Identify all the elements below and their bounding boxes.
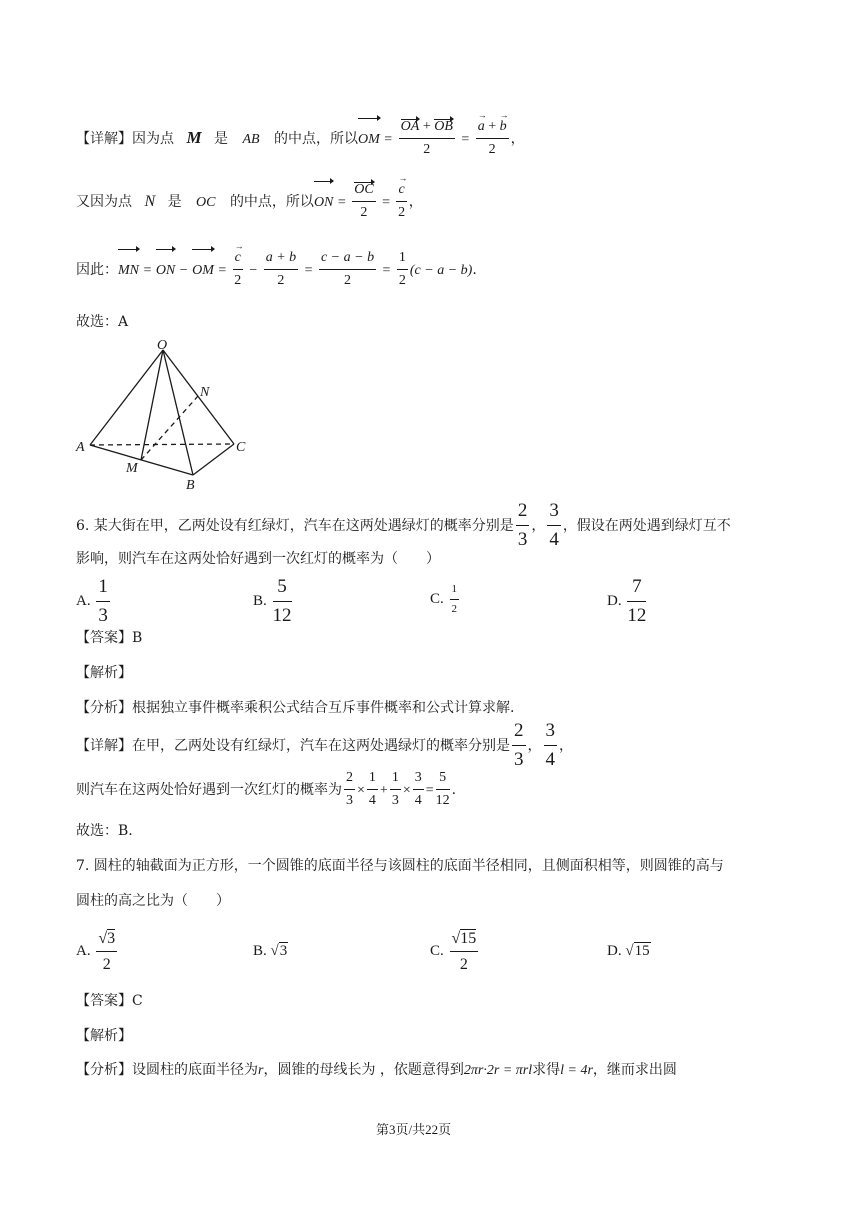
numerator: 3 (547, 500, 561, 526)
q7-stem-line-1: 7. 圆柱的轴截面为正方形，一个圆锥的底面半径与该圆柱的底面半径相同，且侧面积相等，则圆锥的高与 (76, 858, 724, 874)
times: × (357, 783, 365, 798)
radicand: 15 (634, 943, 650, 959)
numerator: 5 (436, 770, 450, 790)
vector-ON: ON (314, 181, 333, 225)
fraction-2-3 (512, 720, 526, 772)
text: 是 (167, 194, 182, 210)
punct: . (472, 262, 477, 278)
vector-OM: OM (192, 249, 214, 293)
denominator: 3 (346, 793, 353, 808)
vector-a: a → (478, 119, 485, 136)
denominator: 4 (549, 528, 559, 550)
option-sqrt (625, 926, 650, 976)
text: ，圆锥的母线长为 ，依题意得到 (263, 1062, 464, 1078)
text: ，继而求出圆 (592, 1062, 677, 1078)
equals: = (461, 132, 470, 147)
plus: + (422, 119, 431, 135)
segment-MN-hidden (141, 396, 198, 460)
plus: + (488, 119, 497, 135)
text: 的中点，所以 (274, 131, 359, 147)
option-label: A. (76, 593, 91, 610)
punct: ， (531, 517, 546, 534)
vector-OM: OM (358, 118, 380, 162)
fraction-a-b (476, 119, 509, 159)
numerator: a + b (264, 250, 298, 270)
option-label: B. (253, 593, 267, 610)
numerator: 2 (516, 500, 530, 526)
option-fraction (450, 583, 460, 615)
text: 【分析】设圆柱的底面半径为 (76, 1062, 258, 1078)
q6-option-D[interactable] (607, 576, 648, 626)
detail-line-1 (76, 116, 525, 160)
text: 因此： (76, 262, 118, 278)
q6-stem-line-1 (76, 500, 731, 550)
equals: = (304, 263, 313, 278)
vector-MN: MN (118, 249, 139, 293)
text: 则汽车在这两处恰好遇到一次红灯的概率为 (76, 782, 342, 798)
frac (390, 770, 401, 810)
fraction-oc (352, 182, 375, 222)
fraction-3-4 (544, 720, 558, 772)
q6-option-A[interactable] (76, 576, 112, 626)
text: 6. 某大街在甲，乙两处设有红绿灯，汽车在这两处遇绿灯的概率分别是 (76, 517, 514, 534)
denominator: 2 (398, 205, 406, 220)
page-footer: 第3页/共22页 (376, 1122, 452, 1137)
equals: = (218, 263, 227, 278)
numerator: 1 (96, 576, 110, 602)
numerator: 1 (367, 770, 378, 790)
vector-OA: OA (400, 119, 420, 135)
option-fraction (96, 576, 110, 628)
edge-OB (163, 350, 193, 475)
sqrt-icon: √ (270, 943, 279, 959)
var-r: r (258, 1063, 264, 1078)
frac (344, 770, 355, 810)
minus: − (179, 263, 188, 278)
numerator: 7 (627, 576, 646, 602)
denominator: 2 (398, 273, 406, 288)
numerator: c − a − b (319, 250, 376, 270)
segment-AB: AB (242, 132, 260, 147)
denominator: 2 (102, 955, 111, 973)
numerator: 3 (413, 770, 424, 790)
segment-OM (141, 350, 163, 460)
punct: ， (408, 194, 423, 210)
equals: = (384, 132, 393, 147)
denominator: 12 (627, 604, 647, 626)
q6-answer: 【答案】B (76, 630, 143, 646)
q6-calc (76, 768, 456, 812)
label-O: O (157, 338, 168, 353)
fraction-oa-ob (399, 119, 455, 159)
option-fraction (96, 929, 117, 973)
fraction-3-4 (547, 500, 561, 552)
vector-OC: OC (354, 182, 374, 198)
punct: ， (510, 131, 525, 147)
edge-AC-hidden (90, 444, 234, 445)
option-label: C. (430, 943, 444, 959)
detail-tag: 【详解】 (76, 737, 132, 754)
equals: = (382, 195, 391, 210)
sqrt-icon: √ (98, 930, 108, 948)
punct: ， (527, 737, 542, 754)
radicand: 3 (107, 930, 116, 948)
option-label: A. (76, 943, 91, 959)
fraction-ab-half (264, 250, 298, 290)
numerator: 2 (512, 720, 526, 746)
q7-answer: 【答案】C (76, 993, 143, 1009)
q6-option-C[interactable] (430, 576, 461, 622)
q7-option-C[interactable] (430, 926, 480, 976)
punct: ， (559, 737, 573, 754)
q7-option-D[interactable] (607, 926, 651, 976)
text: 又因为点 (76, 194, 132, 210)
denominator: 4 (545, 748, 555, 770)
q6-stem-line-2: 影响，则汽车在这两处恰好遇到一次红灯的概率为（ ） (76, 551, 440, 567)
option-label: B. (253, 943, 267, 959)
denominator: 2 (234, 273, 242, 288)
option-label: D. (607, 593, 622, 610)
point-N: N (144, 193, 156, 210)
frac (436, 770, 450, 810)
text: 在甲，乙两处设有红绿灯，汽车在这两处遇绿灯的概率分别是 (132, 737, 510, 754)
denominator: 3 (514, 748, 524, 770)
fraction-c (396, 182, 406, 222)
q6-fenxi: 【分析】根据独立事件概率乘积公式结合互斥事件概率和公式计算求解. (76, 700, 515, 716)
denominator: 2 (488, 142, 496, 157)
option-label: D. (607, 943, 622, 959)
frac (413, 770, 424, 810)
q6-detail (76, 720, 573, 770)
frac (367, 770, 378, 810)
denominator: 2 (423, 142, 431, 157)
q6-option-B[interactable] (253, 576, 294, 626)
vector-ON: ON (156, 249, 175, 293)
vector-b: b → (500, 119, 507, 136)
q7-stem-line-2: 圆柱的高之比为（ ） (76, 893, 230, 909)
equals: = (425, 783, 434, 798)
fraction-2-3 (516, 500, 530, 552)
fraction-cab-half (319, 250, 376, 290)
q7-jiexi: 【解析】 (76, 1028, 132, 1044)
pyramid-figure (70, 336, 260, 494)
denominator: 3 (517, 528, 528, 550)
text: 是 (214, 131, 229, 147)
vector-c: c → (398, 182, 404, 199)
plus: + (379, 783, 388, 798)
numerator: 5 (273, 576, 292, 602)
vector-OB: OB (434, 119, 453, 135)
denominator: 2 (451, 602, 458, 615)
numerator: 1 (390, 770, 401, 790)
text: 求得 (532, 1062, 561, 1078)
equals: = (382, 263, 391, 278)
minus: − (249, 263, 258, 278)
label-A: A (76, 440, 85, 455)
denominator: 4 (368, 793, 376, 808)
q7-option-B[interactable] (253, 926, 288, 976)
option-fraction (450, 929, 479, 973)
denominator: 12 (272, 604, 292, 626)
vector-c: c → (235, 250, 241, 267)
equation: 2πr·2r = πrl (463, 1063, 533, 1078)
choose-line: 故选：A (76, 314, 129, 330)
numerator: 1 (450, 583, 460, 599)
option-fraction (627, 576, 646, 628)
q6-jiexi: 【解析】 (76, 665, 132, 681)
q7-fenxi (76, 1059, 677, 1079)
point-M: M (186, 128, 202, 147)
punct: . (451, 782, 457, 798)
detail-line-3 (76, 248, 477, 292)
denominator: 2 (344, 273, 352, 288)
q7-option-A[interactable] (76, 926, 119, 976)
label-B: B (186, 478, 195, 493)
text: 因为点 (132, 131, 174, 147)
denominator: 2 (360, 205, 368, 220)
label-C: C (236, 440, 246, 455)
detail-line-2 (76, 180, 423, 224)
label-N: N (200, 385, 210, 400)
fraction-c-half (233, 250, 243, 290)
option-sqrt (271, 926, 289, 976)
sqrt-icon: √ (451, 930, 461, 948)
text: ，假设在两处遇到绿灯互不 (562, 517, 731, 534)
times: × (402, 783, 411, 798)
denominator: 4 (414, 793, 422, 808)
denominator: 12 (435, 793, 450, 808)
edge-OA (90, 350, 163, 445)
equals: = (337, 195, 346, 210)
fraction-one-half (397, 250, 408, 290)
paren-expr: (c − a − b) (409, 263, 473, 278)
equals: = (143, 263, 152, 278)
denominator: 3 (98, 604, 108, 626)
radicand: 15 (460, 930, 477, 948)
numerator: 3 (544, 720, 558, 746)
denominator: 3 (391, 793, 399, 808)
radicand: 3 (279, 943, 288, 959)
detail-tag: 【详解】 (76, 131, 132, 147)
numerator: 2 (344, 770, 355, 790)
text: 的中点，所以 (229, 194, 314, 210)
segment-OC: OC (196, 195, 216, 210)
denominator: 2 (277, 273, 285, 288)
option-label: C. (430, 591, 444, 607)
option-fraction (273, 576, 292, 628)
numerator: 1 (397, 250, 408, 270)
label-M: M (126, 461, 138, 476)
q6-choose: 故选：B. (76, 823, 133, 839)
denominator: 2 (459, 955, 468, 973)
equation: l = 4r (560, 1063, 593, 1078)
edge-BC (193, 444, 234, 475)
sqrt-icon: √ (625, 943, 634, 959)
